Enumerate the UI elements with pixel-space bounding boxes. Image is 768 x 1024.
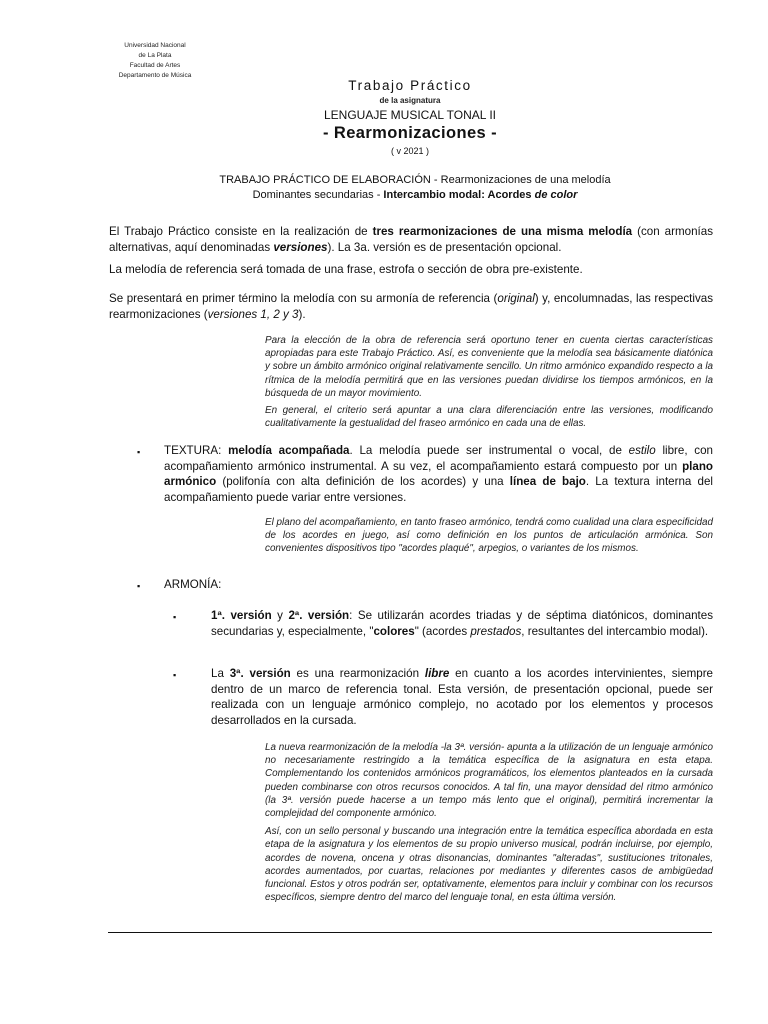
institution-line: Departamento de Música (118, 72, 192, 79)
text: Se presentará en primer término la melodía con su armonía de referencia ( (109, 292, 498, 305)
assignment-heading (130, 173, 700, 203)
textura-item (164, 443, 713, 505)
text: , resultantes del intercambio modal). (521, 624, 709, 638)
heading-bold-italic-text: de color (534, 189, 578, 201)
text: La (211, 667, 230, 680)
italic-text: prestados (470, 624, 522, 638)
version-1-2-item (211, 608, 713, 639)
italic-text: original (497, 292, 535, 305)
text: ). La 3a. versión es de presentación opcional. (327, 240, 562, 254)
text: " (acordes (414, 624, 471, 638)
bold-text: 2ª. versión (288, 609, 350, 622)
heading-line (130, 188, 700, 203)
text: ). (298, 307, 306, 321)
note-paragraph: En general, el criterio será apuntar a una clara diferenciación entre las versiones, modificando cualitativamente la gestualidad del fraseo armónico en cada una de ellas. (265, 405, 713, 430)
bullet-icon: ▪ (173, 670, 177, 680)
text: en cuanto a los acordes intervinientes, siempre dentro de un marco de referencia tonal. Esta versión, de presentación opcional, puede ser realizada con un lenguaje armónico complejo, no acotado por los elementos y procesos desarrollados en la cursada. (211, 667, 714, 727)
heading-bold-text: Intercambio modal: Acordes (383, 189, 535, 201)
bold-text: plano armónico (164, 459, 713, 488)
text: TEXTURA: (164, 444, 229, 457)
bottom-divider (108, 932, 712, 933)
bold-italic-text: libre (424, 667, 450, 680)
text: (polifonía con alta definición de los acordes) y una (216, 475, 510, 488)
note-paragraph: El plano del acompañamiento, en tanto fraseo armónico, tendrá como cualidad una clara especificidad de los acordes en juego, así como definición en los puntos de articulación armónica. Son convenientes dispositivos tipo "acordes plaqué", arpegios, o variantes de los mismos. (265, 517, 713, 555)
armonia-label: ARMONÍA: (164, 578, 222, 591)
bold-text: melodía acompañada (228, 444, 350, 457)
text: : Se utilizarán acordes triadas y de séptima diatónicos, dominantes secundarias y, especialmente, " (211, 609, 713, 638)
note-third-version (265, 741, 713, 904)
bullet-icon: ▪ (137, 581, 141, 591)
bold-italic-text: versiones (273, 240, 328, 254)
bold-text: colores (373, 624, 415, 638)
text: El Trabajo Práctico consiste en la realización de (109, 225, 373, 238)
bold-text: línea de bajo (509, 475, 586, 488)
italic-text: versiones 1, 2 y 3 (207, 307, 299, 321)
heading-text: Dominantes secundarias - (252, 189, 384, 201)
version-label: ( v 2021 ) (390, 146, 430, 156)
text: y (271, 609, 289, 622)
bold-text: tres rearmonizaciones de una misma melodía (372, 225, 633, 238)
note-paragraph: La nueva rearmonización de la melodía -la 3ª. versión- apunta a la utilización de un lenguaje armónico no necesariamente restringido a la temática específica de la asignatura en esta etapa. Complementando los contenidos armónicos programáticos, los elementos planteados en la cursada pueden combinarse con otros recursos conocidos. A tal fin, una mayor densidad del ritmo armónico (la 3ª. versión puede hacerse a un tempo más lento que el original), permitirá incrementar la complejidad del componente armónico. (265, 742, 713, 820)
note-paragraph: Así, con un sello personal y buscando una integración entre la temática específica abordada en esta etapa de la asignatura y los elementos de su propio universo musical, podrán incluirse, por ejemplo, acordes de novena, oncena y otras disonancias, dominantes "alteradas", sustituciones tritonales, acordes aumentados, por cuartas, relaciones por mediantes y diferentes casos de ambigüedad funcional. Estos y otros podrán ser, optativamente, elementos para incluir y combinar con los recursos específicos, siempre dentro del marco del lenguaje tonal, en esta última versión. (265, 826, 713, 904)
italic-text: estilo (628, 444, 656, 457)
document-subtitle: de la asignatura (379, 96, 441, 105)
course-name: LENGUAJE MUSICAL TONAL II (323, 108, 497, 122)
reference-paragraph: La melodía de referencia será tomada de una frase, estrofa o sección de obra pre-existente. (109, 263, 583, 276)
topic-title: - Rearmonizaciones - (323, 124, 497, 142)
institution-header (100, 41, 210, 81)
bold-text: 1ª. versión (211, 609, 272, 622)
text: es una rearmonización (290, 667, 425, 680)
text: libre, con acompañamiento armónico instrumental. A su vez, el acompañamiento estará compuesto por un (164, 444, 713, 473)
bullet-icon: ▪ (137, 447, 141, 457)
heading-line: TRABAJO PRÁCTICO DE ELABORACIÓN - Rearmonizaciones de una melodía (219, 174, 611, 186)
note-reference-work (265, 334, 713, 430)
institution-line: de La Plata (138, 52, 172, 59)
bold-text: 3ª. versión (229, 667, 291, 680)
document-title: Trabajo Práctico (348, 78, 472, 93)
version-3-item (211, 666, 713, 728)
presentation-paragraph (109, 291, 713, 322)
note-paragraph: Para la elección de la obra de referencia será oportuno tener en cuenta ciertas características apropiadas para este Trabajo Práctico. Así, es conveniente que la melodía sea básicamente diatónica y sobre un ámbito armónico original relativamente sencillo. Un ritmo armónico expandido respecto a la rítmica de la melodía permitirá que en las versiones puedan dividirse los tiempos armónicos, en la búsqueda de un mayor movimiento. (265, 335, 713, 399)
text: ) y, encolumnadas, las respectivas rearmonizaciones ( (109, 292, 713, 321)
institution-line: Universidad Nacional (124, 42, 186, 49)
text: (con armonías alternativas, aquí denominadas (109, 225, 713, 254)
bullet-icon: ▪ (173, 612, 177, 622)
text: . La textura interna del acompañamiento puede variar entre versiones. (164, 475, 713, 504)
institution-line: Facultad de Artes (129, 62, 181, 69)
note-accompaniment (265, 516, 713, 556)
intro-paragraph (109, 224, 713, 255)
text: . La melodía puede ser instrumental o vocal, de (349, 444, 629, 457)
